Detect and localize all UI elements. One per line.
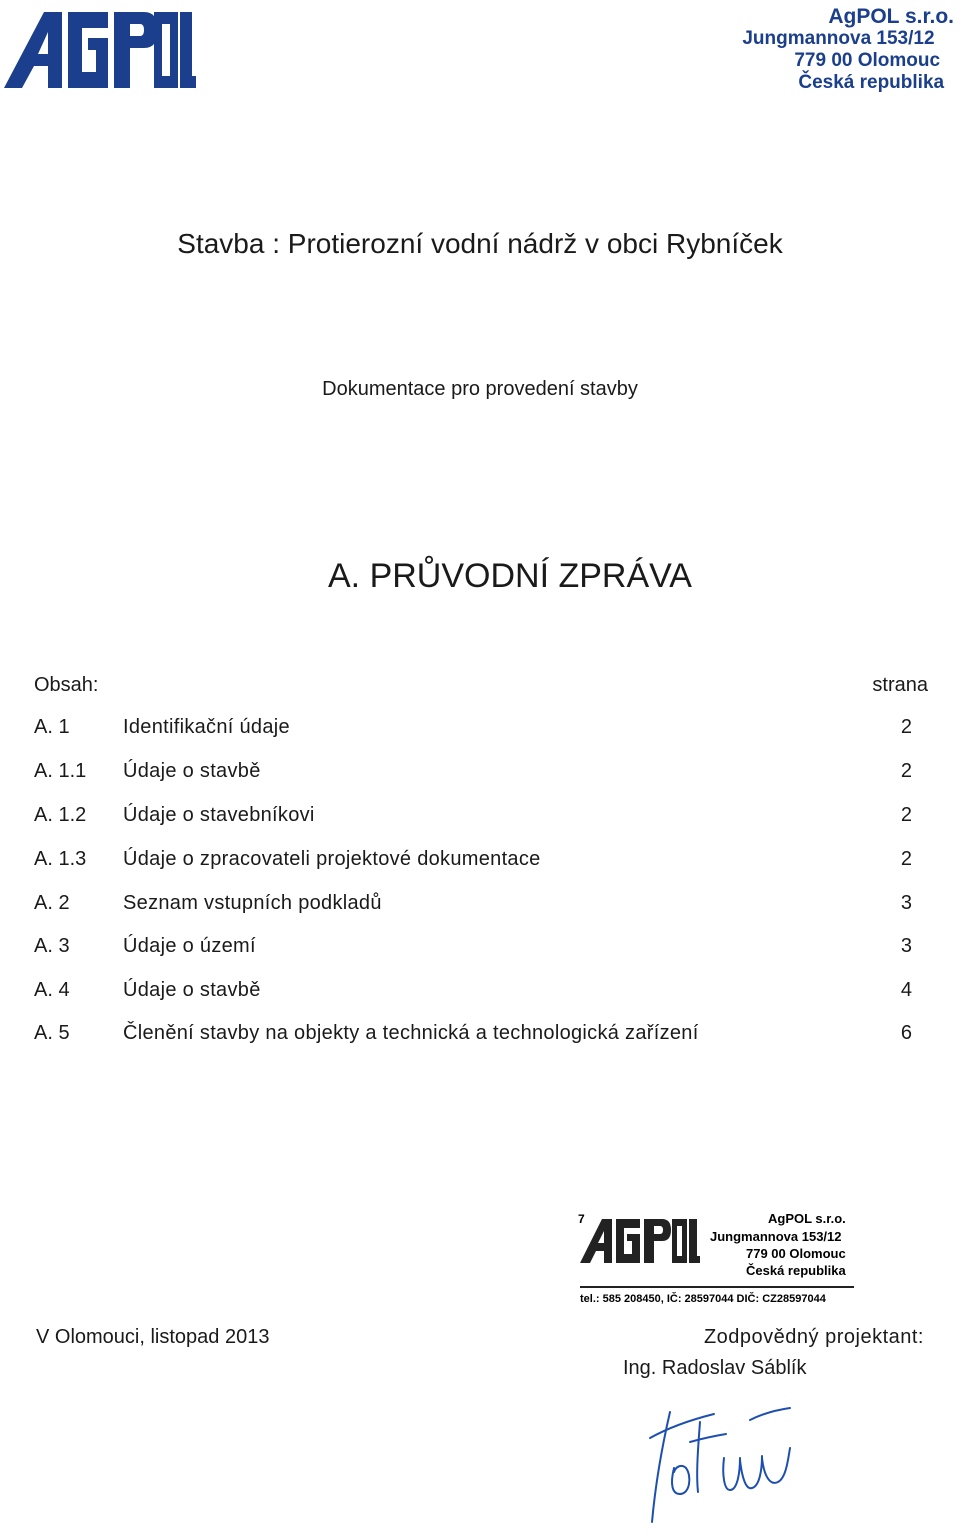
responsible-role: Zodpovědný projektant:	[703, 1326, 924, 1348]
toc-label: Seznam vstupních podkladů	[123, 892, 382, 914]
toc-page-heading: strana	[872, 674, 928, 696]
toc-label: Údaje o území	[123, 935, 256, 957]
toc-label: Členění stavby na objekty a technická a technologická zařízení	[123, 1022, 699, 1044]
toc-label: Identifikační údaje	[123, 716, 290, 738]
toc-page: 6	[900, 1022, 912, 1044]
company-stamp	[576, 1207, 856, 1307]
toc-page: 2	[900, 848, 912, 870]
toc-row	[34, 716, 912, 746]
agpol-logo	[4, 4, 196, 92]
toc-page: 4	[900, 979, 912, 1001]
place-and-date: V Olomouci, listopad 2013	[36, 1326, 270, 1348]
company-address-block	[742, 6, 954, 94]
toc-label: Údaje o stavbě	[123, 760, 261, 782]
toc-number: A. 4	[34, 979, 70, 1001]
toc-page: 2	[900, 716, 912, 738]
toc-page: 3	[900, 892, 912, 914]
company-name: AgPOL s.r.o.	[828, 5, 954, 28]
project-title: Stavba : Protierozní vodní nádrž v obci Rybníček	[177, 228, 783, 259]
company-country: Česká republika	[798, 72, 945, 93]
report-title: A. PRŮVODNÍ ZPRÁVA	[328, 557, 692, 595]
toc-label: Údaje o stavbě	[123, 979, 261, 1001]
toc-number: A. 1.2	[34, 804, 87, 826]
stamp-contact: tel.: 585 208450, IČ: 28597044 DIČ: CZ28597044	[580, 1293, 826, 1305]
toc-row	[34, 892, 912, 922]
stamp-country: Česká republika	[746, 1263, 846, 1278]
toc-number: A. 5	[34, 1022, 70, 1044]
toc-number: A. 1.1	[34, 760, 87, 782]
handwritten-signature	[630, 1398, 800, 1528]
toc-number: A. 3	[34, 935, 70, 957]
toc-row	[34, 848, 912, 878]
stamp-city: 779 00 Olomouc	[746, 1246, 846, 1261]
toc-heading: Obsah:	[34, 674, 99, 696]
responsible-name: Ing. Radoslav Sáblík	[623, 1357, 807, 1379]
toc-page: 2	[900, 760, 912, 782]
toc-label: Údaje o zpracovateli projektové dokumentace	[123, 848, 541, 870]
company-city: 779 00 Olomouc	[794, 50, 941, 71]
toc-row	[34, 979, 912, 1009]
toc-page: 2	[900, 804, 912, 826]
toc-page: 3	[900, 935, 912, 957]
toc-label: Údaje o stavebníkovi	[123, 804, 315, 826]
toc-number: A. 2	[34, 892, 70, 914]
toc-number: A. 1	[34, 716, 70, 738]
stamp-number: 7	[578, 1212, 585, 1226]
toc-row	[34, 935, 912, 965]
stamp-street: Jungmannova 153/12	[710, 1229, 842, 1244]
stamp-logo	[580, 1219, 700, 1263]
company-street: Jungmannova 153/12	[742, 28, 935, 49]
documentation-type: Dokumentace pro provedení stavby	[322, 378, 638, 400]
toc-row	[34, 1022, 912, 1052]
toc-row	[34, 760, 912, 790]
toc-number: A. 1.3	[34, 848, 87, 870]
toc-row	[34, 804, 912, 834]
stamp-company-name: AgPOL s.r.o.	[768, 1211, 846, 1226]
